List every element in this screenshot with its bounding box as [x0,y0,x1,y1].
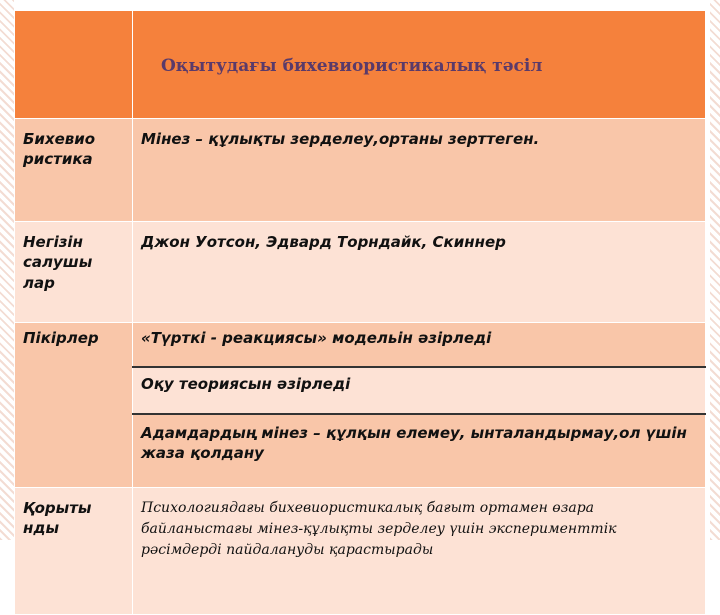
decorative-stripe-left [0,0,14,540]
row-value: Мінез – құлықты зерделеу,ортаны зерттеген. [133,119,706,222]
table-row [15,323,706,368]
table-row [15,222,706,323]
row-label: Қорыты нды [15,488,133,615]
header-row [15,11,706,119]
header-empty-cell [15,11,133,119]
row-value: Психологиядағы бихевиористикалық бағыт ортамен өзара байланыстағы мінез-құлықты зерделеу үшін эксперименттік рәсімдерді пайдалануды қарастырады [133,488,706,615]
decorative-stripe-right [710,0,720,540]
table-title: Оқытудағы бихевиористикалық тәсіл [133,11,706,119]
row-label: Пікірлер [15,323,133,488]
content-table [14,10,706,615]
row-value: Джон Уотсон, Эдвард Торндайк, Скиннер [133,222,706,323]
table-row [15,488,706,615]
row-value: «Түрткі - реакциясы» модельін әзірледі [133,323,706,368]
row-label: Бихевио ристика [15,119,133,222]
row-label: Негізін салушы лар [15,222,133,323]
row-value: Адамдардың мінез – құлқын елемеу, ынталандырмау,ол үшін жаза қолдану [133,414,706,488]
table-row [15,119,706,222]
row-value: Оқу теориясын әзірледі [133,367,706,414]
